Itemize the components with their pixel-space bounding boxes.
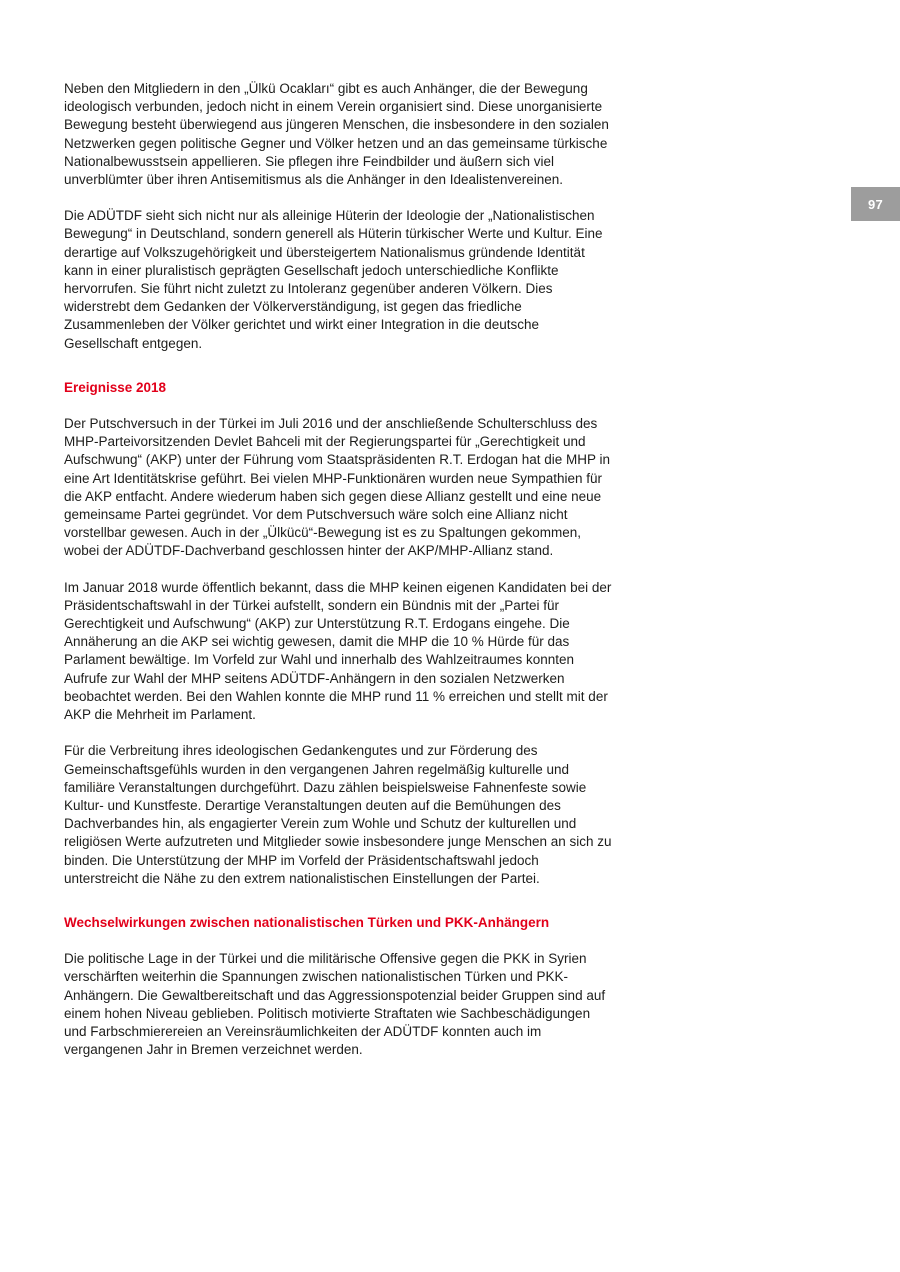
page-number: 97 [867,196,884,212]
paragraph-veranstaltungen: Für die Verbreitung ihres ideologischen Gedankengutes und zur Förderung des Gemeinschaftsgefühls wurden in den vergangenen Jahren regelmäßig kulturelle und familiäre Veranstaltungen durchgeführt. Dazu zählen beispielsweise Fahnenfeste sowie Kultur- und Kunstfeste. Derartige Veranstaltungen deuten auf die Bemühungen des Dachverbandes hin, als engagierter Verein zum Wohle und Schutz der kulturellen und religiösen Werte aufzutreten und Mitglieder sowie insbesondere junge Menschen an sich zu binden. Die Unterstützung der MHP im Vorfeld der Präsidentschaftswahl jedoch unterstreicht die Nähe zu den extrem nationalistischen Einstellungen der Partei. [64,743,612,886]
paragraph-januar-2018: Im Januar 2018 wurde öffentlich bekannt, dass die MHP keinen eigenen Kandidaten bei der Präsidentschaftswahl in der Türkei aufstellt, sondern ein Bündnis mit der „Partei für Gerechtigkeit und Aufschwung“ (AKP) zur Unterstützung R.T. Erdogans eingehe. Die Annäherung an die AKP sei wichtig gewesen, damit die MHP die 10 % Hürde für das Parlament bewältige. Im Vorfeld zur Wahl und innerhalb des Wahlzeitraumes konnten Aufrufe zur Wahl der MHP seitens ADÜTDF-Anhängern in den sozialen Netzwerken beobachtet werden. Bei den Wahlen konnte die MHP rund 11 % erreichen und stellt mit der AKP die Mehrheit im Parlament. [64,579,612,723]
section-heading-wechselwirkungen: Wechselwirkungen zwischen nationalistischen Türken und PKK-Anhängern [64,914,550,930]
paragraph-intro-unorganized-movement: Neben den Mitgliedern in den „Ülkü Ocakları“ gibt es auch Anhänger, die der Bewegung ideologisch verbunden, jedoch nicht in einem Verein organisiert sind. Diese unorganisierte Bewegung besteht überwiegend aus jüngeren Menschen, die insbesondere in den sozialen Netzwerken gegen politische Gegner und Völker hetzen und an das gemeinsame türkische Nationalbewusstsein appellieren. Sie pflegen ihre Feindbilder und äußern sich viel unverblümter über ihren Antisemitismus als die Anhänger in den Idealistenvereinen. [64,81,609,188]
paragraph-putschversuch: Der Putschversuch in der Türkei im Juli 2016 und der anschließende Schulterschluss des MHP-Parteivorsitzenden Devlet Bahceli mit der Regierungspartei für „Gerechtigkeit und Aufschwung“ (AKP) unter der Führung vom Staatspräsidenten R.T. Erdogan hat die MHP in eine Art Identitätskrise geführt. Bei vielen MHP-Funktionären wurden neue Sympathien für die AKP entfacht. Andere wiederum haben sich gegen diese Allianz gestellt und eine neue gemeinsame Partei gegründet. Vor dem Putschversuch wäre solch eine Allianz nicht vorstellbar gewesen. Auch in der „Ülkücü“-Bewegung ist es zu Spaltungen gekommen, wobei der ADÜTDF-Dachverband geschlossen hinter der AKP/MHP-Allianz stand. [64,416,611,559]
paragraph-adutdf-ideology: Die ADÜTDF sieht sich nicht nur als alleinige Hüterin der Ideologie der „Nationalistischen Bewegung“ in Deutschland, sondern generell als Hüterin türkischer Werte und Kultur. Eine derartige auf Volkszugehörigkeit und übersteigertem Nationalismus gründende Identität kann in einer pluralistisch geprägten Gesellschaft jedoch unterschiedliche Konflikte hervorrufen. Sie führt nicht zuletzt zu Intoleranz gegenüber anderen Völkern. Dies widerstrebt dem Gedanken der Völkerverständigung, ist gegen das friedliche Zusammenleben der Völker gerichtet und wirkt einer Integration in die deutsche Gesellschaft entgegen. [64,208,603,351]
section-heading-ereignisse-2018: Ereignisse 2018 [64,379,167,395]
paragraph-politische-lage: Die politische Lage in der Türkei und die militärische Offensive gegen die PKK in Syrien verschärften weiterhin die Spannungen zwischen nationalistischen Türken und PKK-Anhängern. Die Gewaltbereitschaft und das Aggressionspotenzial beider Gruppen sind auf einem hohen Niveau geblieben. Politisch motivierte Straftaten wie Sachbeschädigungen und Farbschmierereien an Vereinsräumlichkeiten der ADÜTDF konnten auch im vergangenen Jahr in Bremen verzeichnet werden. [64,951,606,1058]
text-column [64,80,612,1077]
page-number-badge [851,187,900,221]
